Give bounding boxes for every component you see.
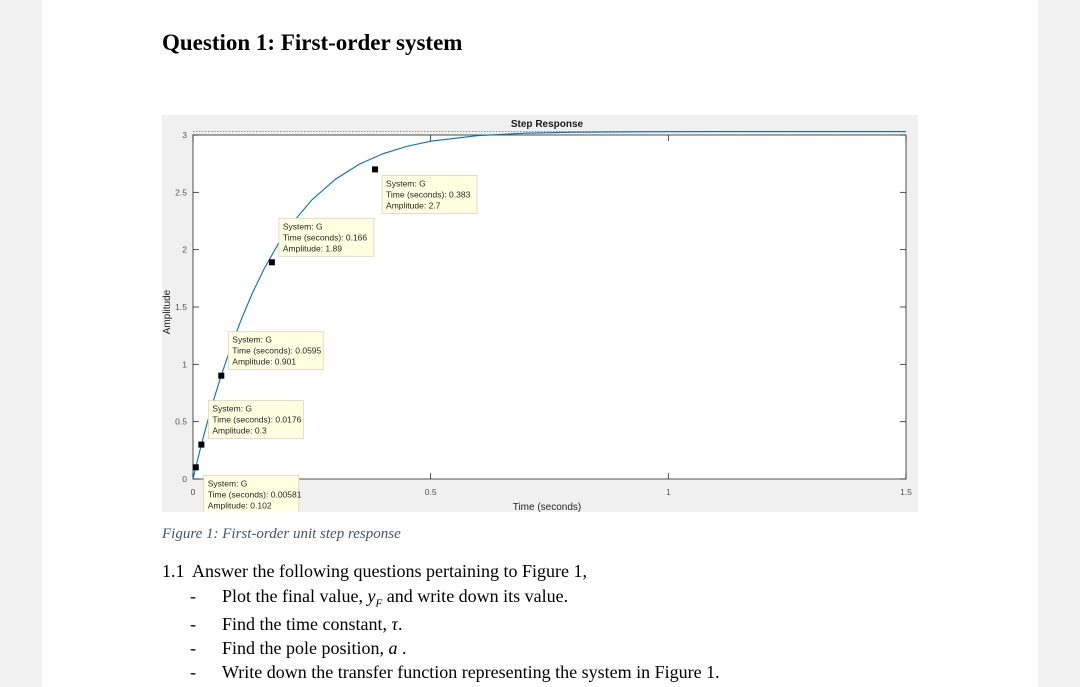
x-tick-label: 1.5: [900, 487, 912, 497]
datatip-marker: [198, 442, 204, 448]
bullet-dash: -: [190, 662, 196, 682]
bullet-text-end: .: [397, 638, 407, 658]
bullet-text: Find the pole position,: [222, 638, 389, 658]
datatip-line: Time (seconds): 0.00581: [207, 489, 302, 500]
bullet-dash: -: [190, 586, 196, 606]
datatip-line: System: G: [386, 178, 426, 189]
chart-title: Step Response: [510, 119, 584, 130]
x-tick-label: 0: [190, 487, 196, 497]
datatip-line: Time (seconds): 0.383: [386, 189, 471, 200]
datatip-line: Time (seconds): 0.166: [282, 232, 368, 243]
bullet-text: Write down the transfer function representing the system in Figure 1.: [222, 662, 720, 682]
figure-caption: Figure 1: First-order unit step response: [162, 526, 401, 542]
x-tick-label: 0.5: [424, 487, 437, 497]
y-tick-label: 0: [182, 474, 187, 484]
datatip: [228, 332, 323, 370]
page-title: Question 1: First-order system: [162, 30, 463, 55]
math-symbol: a: [388, 638, 398, 658]
y-axis-label: Amplitude: [162, 289, 173, 335]
y-tick-label: 1.5: [175, 302, 187, 312]
datatip-line: Amplitude: 2.7: [386, 200, 441, 211]
datatip-line: Amplitude: 0.3: [212, 425, 267, 436]
datatip: [382, 175, 477, 213]
y-tick-label: 0.5: [175, 416, 187, 427]
bullet-text: Find the time constant,: [222, 614, 392, 634]
question-bullet: [190, 662, 720, 683]
y-tick-label: 2: [182, 244, 187, 255]
y-tick-label: 2.5: [175, 187, 187, 198]
question-bullet: [190, 586, 568, 610]
bullet-text: Plot the final value,: [222, 586, 368, 606]
datatip-marker: [218, 373, 224, 379]
datatip: [208, 401, 303, 439]
datatip-line: Amplitude: 0.102: [207, 500, 272, 511]
math-symbol: τ: [391, 614, 398, 634]
bullet-text-end: .: [397, 614, 403, 634]
question-number: 1.1: [162, 561, 185, 581]
math-subscript: F: [375, 597, 383, 610]
question-bullet: [190, 638, 407, 659]
bullet-dash: -: [190, 614, 196, 634]
datatip-marker: [269, 259, 275, 265]
datatip: [204, 475, 302, 512]
datatip-line: System: G: [207, 478, 248, 489]
question-bullet: [190, 614, 402, 635]
x-tick-label: 1: [665, 487, 671, 497]
datatip-line: System: G: [282, 221, 323, 232]
datatip-line: Time (seconds): 0.0176: [212, 414, 302, 425]
step-response-chart: [162, 115, 918, 512]
datatip-line: System: G: [232, 334, 272, 345]
x-axis-label: Time (seconds): [512, 502, 582, 512]
datatip: [279, 218, 374, 256]
y-tick-label: 1: [182, 359, 187, 370]
datatip-line: Amplitude: 1.89: [282, 243, 342, 254]
datatip-marker: [372, 166, 378, 172]
datatip-marker: [193, 464, 199, 470]
y-tick-label: 3: [182, 130, 187, 140]
datatip-line: Time (seconds): 0.0595: [232, 345, 322, 356]
math-symbol: $y_F$: [367, 586, 383, 610]
question-heading: [162, 561, 587, 582]
bullet-text-end: and write down its value.: [382, 586, 569, 606]
question-text: Answer the following questions pertaining to Figure 1,: [192, 561, 587, 581]
datatip-line: System: G: [212, 403, 253, 414]
bullet-dash: -: [190, 638, 196, 658]
datatip-line: Amplitude: 0.901: [232, 356, 297, 367]
step-response-figure: [162, 115, 918, 512]
